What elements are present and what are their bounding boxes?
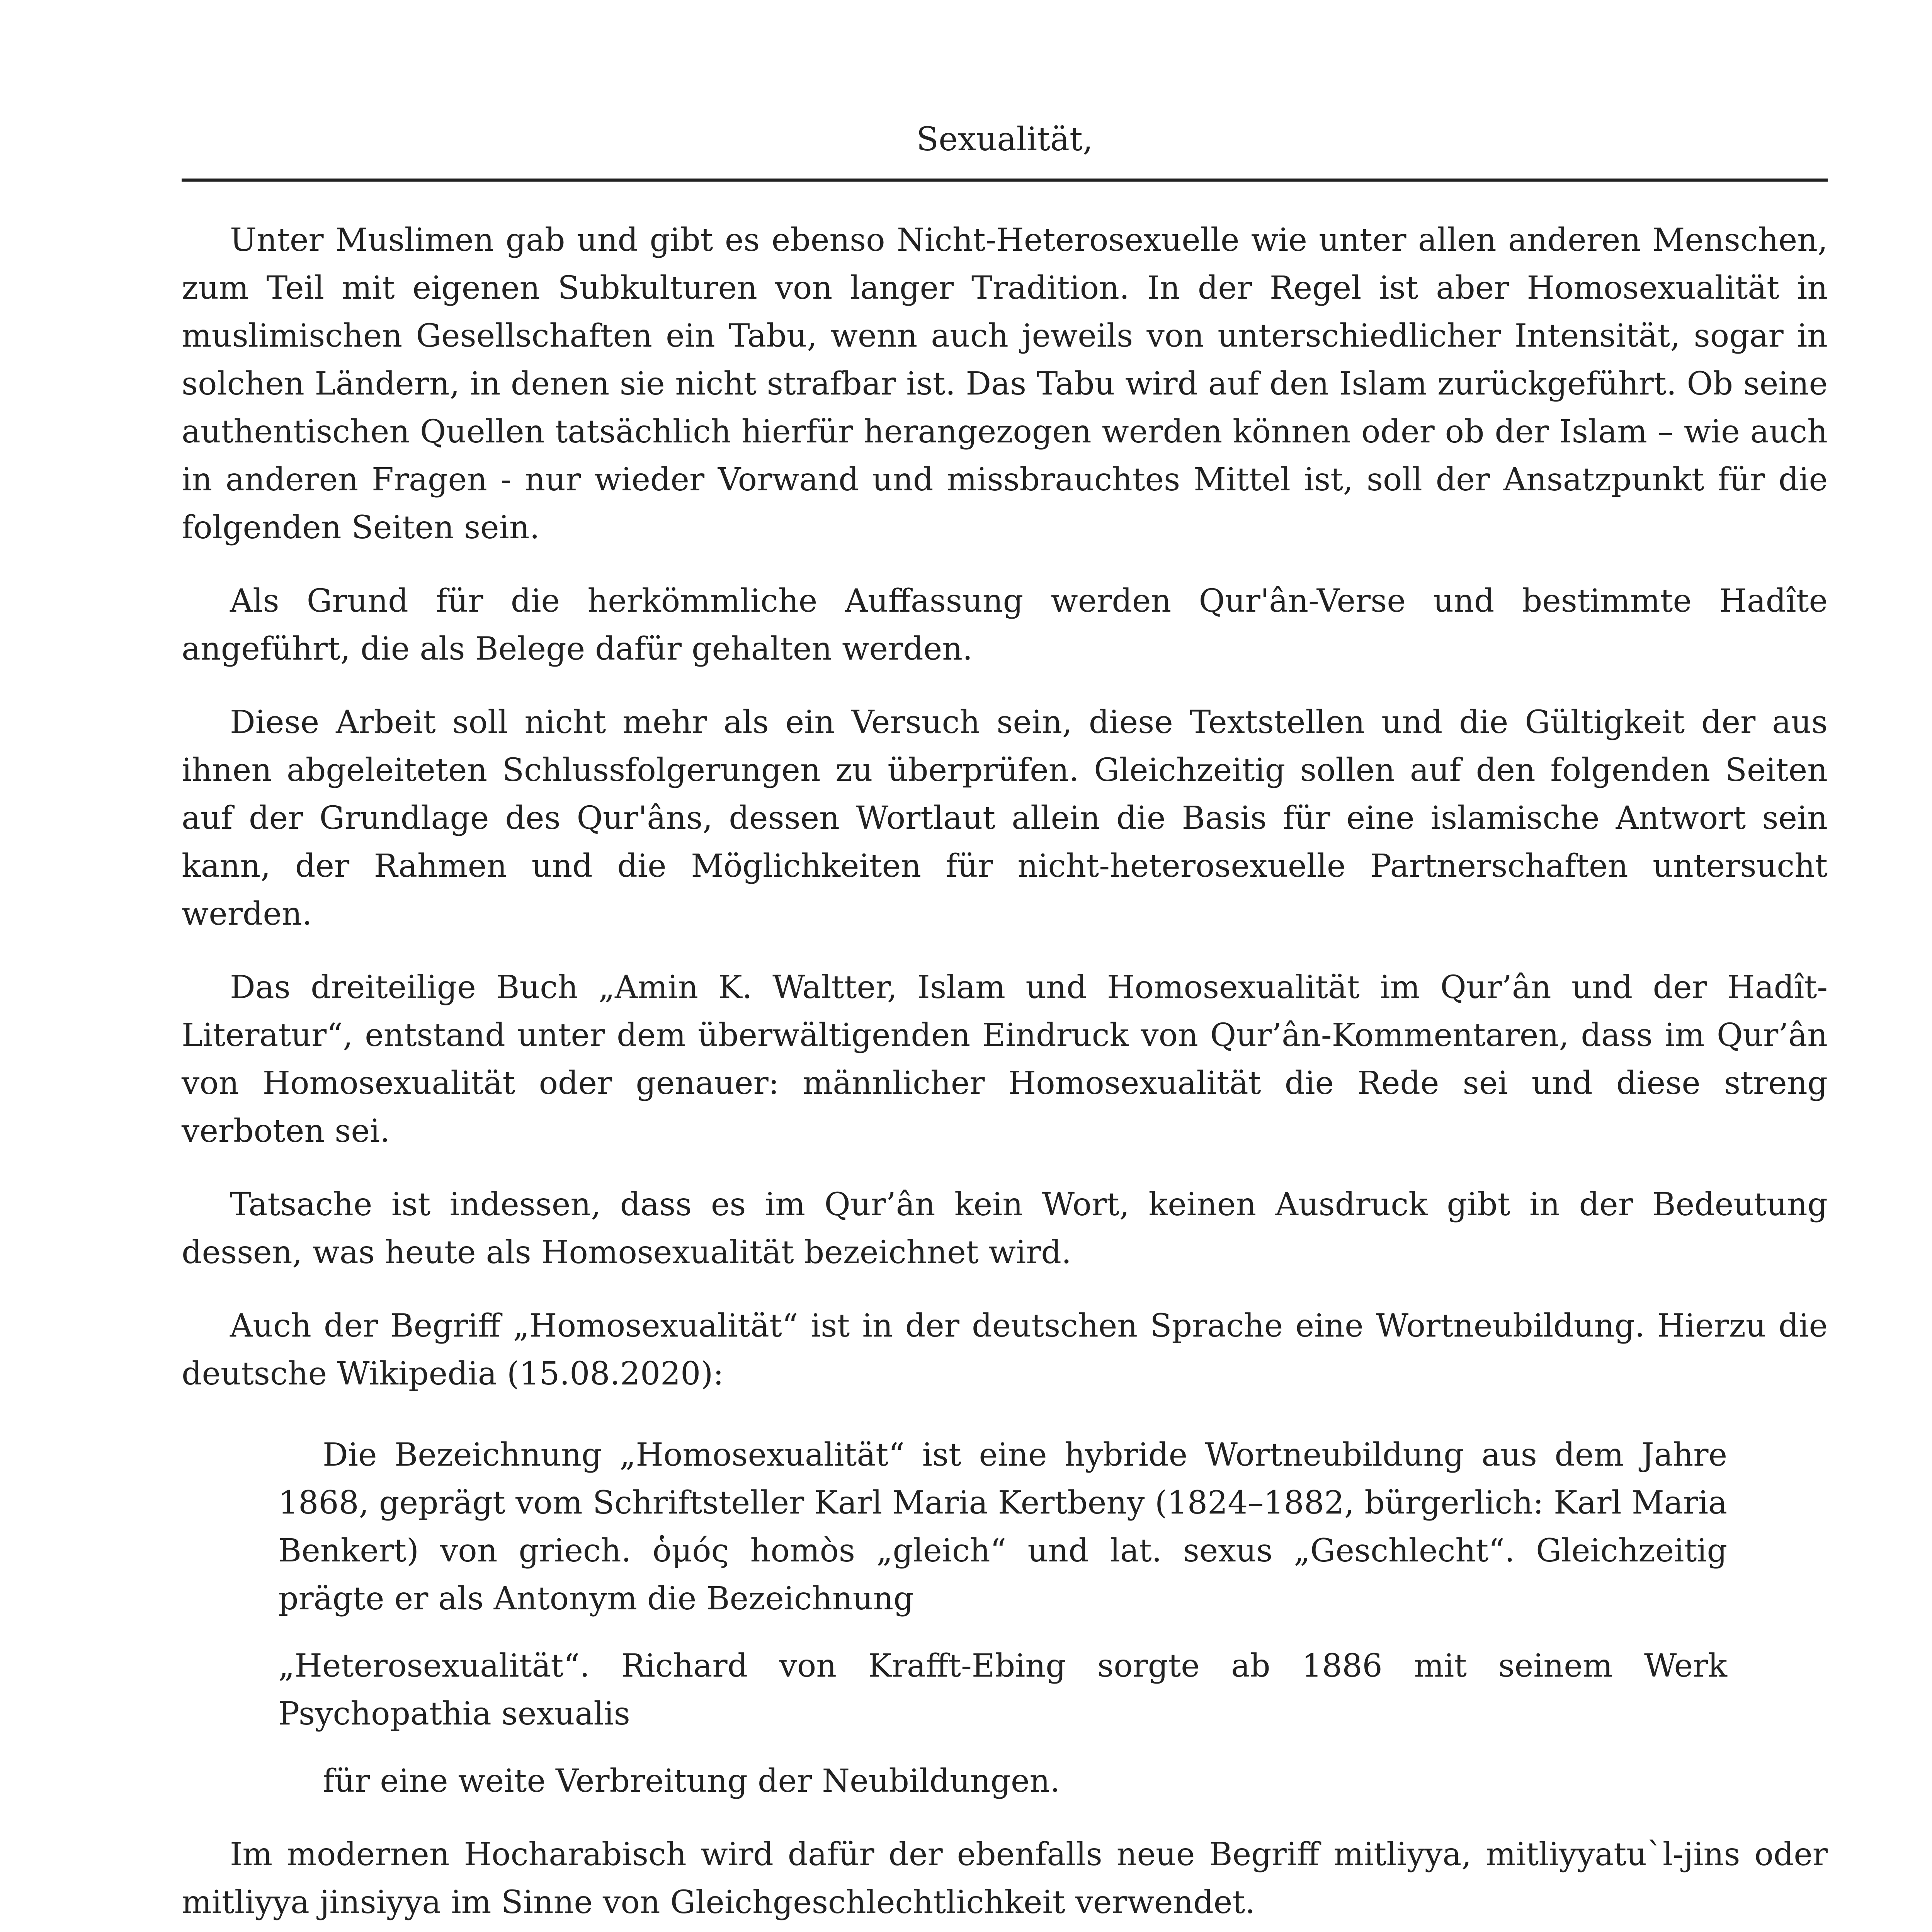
quote-paragraph: für eine weite Verbreitung der Neubildungen. — [323, 1763, 1060, 1799]
paragraph: Tatsache ist indessen, dass es im Qur’ân kein Wort, keinen Ausdruck gibt in der Bedeutung dessen, was heute als Homosexualität bezeichnet wird. — [182, 1186, 1828, 1271]
header-rule — [182, 179, 1828, 182]
paragraph: Unter Muslimen gab und gibt es ebenso Nicht-Heterosexuelle wie unter allen anderen Menschen, zum Teil mit eigenen Subkulturen von langer Tradition. In der Regel ist aber Homosexualität in muslimischen Gesellschaften ein Tabu, wenn auch jeweils von unterschiedlicher Intensität, sogar in solchen Ländern, in denen sie nicht strafbar ist. Das Tabu wird auf den Islam zurückgeführt. Ob seine authentischen Quellen tatsächlich hierfür herangezogen werden können oder ob der Islam – wie auch in anderen Fragen - nur wieder Vorwand und missbrauchtes Mittel ist, soll der Ansatzpunkt für die folgenden Seiten sein. — [182, 222, 1828, 546]
paragraph: Auch der Begriff „Homosexualität“ ist in der deutschen Sprache eine Wortneubildung. Hierzu die deutsche Wikipedia (15.08.2020): — [182, 1308, 1828, 1392]
quote-paragraph: Die Bezeichnung „Homosexualität“ ist eine hybride Wortneubildung aus dem Jahre 1868, geprägt vom Schriftsteller Karl Maria Kertbeny (1824–1882, bürgerlich: Karl Maria Benkert) von griech. ὁμός homòs „gleich“ und lat. sexus „Geschlecht“. Gleichzeitig prägte er als Antonym die Bezeichnung — [278, 1437, 1727, 1617]
paragraph: Als Grund für die herkömmliche Auffassung werden Qur'ân-Verse und bestimmte Hadîte angeführt, die als Belege dafür gehalten werden. — [182, 583, 1828, 667]
running-header-title: Sexualität, — [916, 120, 1093, 158]
paragraph: Im modernen Hocharabisch wird dafür der ebenfalls neue Begriff mitliyya, mitliyyatu`l-jins oder mitliyya jinsiyya im Sinne von Gleichgeschlechtlichkeit verwendet. — [182, 1836, 1828, 1921]
wikipedia-quote — [278, 1423, 1727, 1805]
paragraph: Das dreiteilige Buch „Amin K. Waltter, Islam und Homosexualität im Qur’ân und der Hadît-Literatur“, entstand unter dem überwältigenden Eindruck von Qur’ân-Kommentaren, dass im Qur’ân von Homosexualität oder genauer: männlicher Homosexualität die Rede sei und diese streng verboten sei. — [182, 969, 1828, 1150]
body-text — [182, 216, 1828, 1932]
paragraph: Diese Arbeit soll nicht mehr als ein Versuch sein, diese Textstellen und die Gültigkeit der aus ihnen abgeleiteten Schlussfolgerungen zu überprüfen. Gleichzeitig sollen auf den folgenden Seiten auf der Grundlage des Qur'âns, dessen Wortlaut allein die Basis für eine islamische Antwort sein kann, der Rahmen und die Möglichkeiten für nicht-heterosexuelle Partnerschaften untersucht werden. — [182, 704, 1828, 932]
quote-paragraph: „Heterosexualität“. Richard von Krafft-Ebing sorgte ab 1886 mit seinem Werk Psychopathia sexualis — [278, 1648, 1727, 1732]
